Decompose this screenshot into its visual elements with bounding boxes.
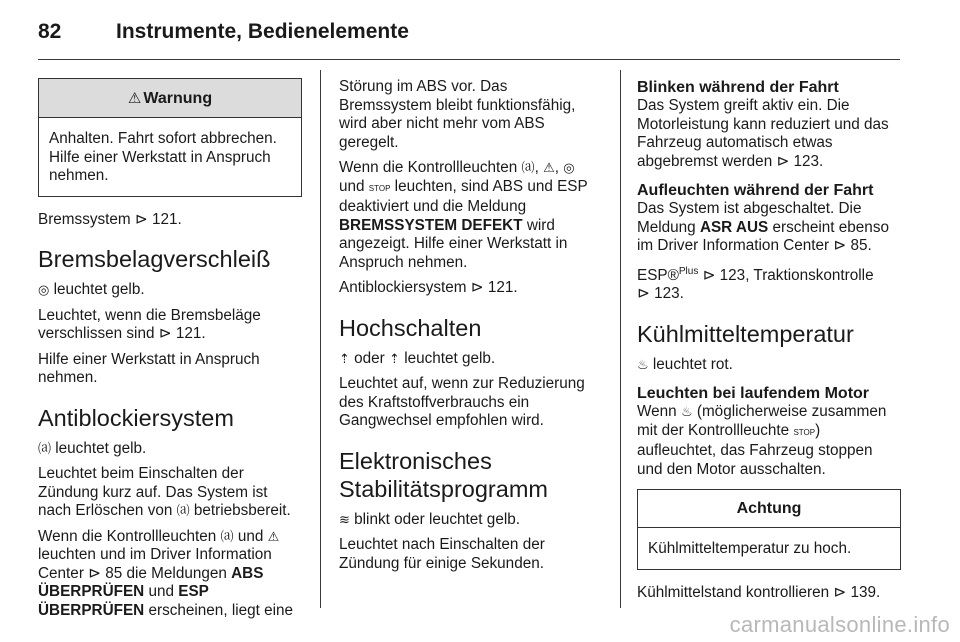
hochschalten-text: Leuchtet auf, wenn zur Reduzierung des Kraftstoffverbrauchs ein Gangwechsel empfohlen wird. bbox=[339, 375, 585, 429]
section-heading-bremsbelag: Bremsbelagverschleiß bbox=[38, 246, 271, 272]
kuehlmittel-indicator-line: ♨ leuchtet rot. bbox=[637, 355, 733, 373]
bremssystem-ref-line: Bremssystem ⊳ 121. bbox=[38, 210, 182, 228]
reference-arrow-icon: ⊳ bbox=[833, 237, 847, 254]
bremsbelag-indicator-line: ◎ leuchtet gelb. bbox=[38, 281, 145, 298]
bremsbelag-hilfe-text: Hilfe einer Werkstatt in Anspruch nehmen. bbox=[38, 350, 260, 386]
reference-arrow-icon: ⊳ bbox=[702, 266, 716, 284]
abs-icon: ⒜ bbox=[38, 440, 52, 456]
kuehlmittelstand-ref-line: Kühlmittelstand kontrollieren ⊳ 139. bbox=[637, 583, 881, 601]
hochschalten-indicator-line: ⇡ oder ⇡ leuchtet gelb. bbox=[339, 349, 496, 367]
reference-arrow-icon: ⊳ bbox=[134, 210, 148, 228]
page-header bbox=[38, 20, 409, 44]
warning-box bbox=[38, 78, 302, 197]
aufleuchten-text: Das System ist abgeschaltet. Die Meldung ASR AUS erscheint ebenso im Driver Information Center ⊳ 85. bbox=[637, 200, 889, 254]
section-heading-hochschalten: Hochschalten bbox=[339, 314, 482, 341]
header-rule bbox=[38, 59, 900, 60]
abs-text-continued: Störung im ABS vor. Das Bremssystem bleibt funktionsfähig, wird aber nicht mehr vom ABS geregelt. bbox=[339, 78, 576, 151]
abs-icon: ⒜ bbox=[220, 528, 234, 544]
brake-wear-icon: ◎ bbox=[563, 160, 575, 175]
abs-text-2: Wenn die Kontrollleuchten ⒜ und ⚠ leuchten und im Driver Information Center ⊳ 85 die Meldungen ABS ÜBERPRÜFEN und ESP ÜBERPRÜFEN erscheinen, liegt eine bbox=[38, 527, 294, 619]
watermark: carmanualsonline.info bbox=[729, 612, 950, 637]
warning-icon: ⚠ bbox=[127, 90, 142, 107]
section-heading-kuehlmittel: Kühlmitteltemperatur bbox=[637, 320, 854, 347]
column-3 bbox=[637, 78, 901, 609]
bremsbelag-text: Leuchtet, wenn die Bremsbeläge verschlissen sind ⊳ 121. bbox=[38, 306, 261, 342]
reference-arrow-icon: ⊳ bbox=[158, 325, 172, 342]
esp-off-icon: ⚠ bbox=[543, 160, 555, 175]
page-number: 82 bbox=[38, 20, 62, 43]
column-divider-2 bbox=[620, 70, 621, 608]
subheading-blinken: Blinken während der Fahrt bbox=[637, 79, 839, 96]
abs-indicator-line: ⒜ leuchtet gelb. bbox=[38, 439, 147, 457]
esp-indicator-line: ≋ blinkt oder leuchtet gelb. bbox=[339, 510, 520, 528]
abs-ref-line: Antiblockiersystem ⊳ 121. bbox=[339, 279, 518, 296]
caution-box-title: Achtung bbox=[638, 490, 900, 528]
subheading-aufleuchten: Aufleuchten während der Fahrt bbox=[637, 182, 874, 199]
esp-text: Leuchtet nach Einschalten der Zündung für einige Sekunden. bbox=[339, 536, 545, 572]
abs-esp-text: Wenn die Kontrollleuchten ⒜, ⚠, ◎ und STOP leuchten, sind ABS und ESP deaktiviert und die Meldung BREMSSYSTEM DEFEKT wird angezeigt. Hilfe einer Werkstatt in Anspruch nehmen. bbox=[339, 159, 588, 271]
stop-icon: STOP bbox=[368, 183, 391, 193]
upshift-icon: ⇡ bbox=[339, 350, 350, 366]
brake-wear-icon: ◎ bbox=[38, 282, 50, 297]
reference-arrow-icon: ⊳ bbox=[776, 152, 790, 170]
caution-box-text: Kühlmitteltemperatur zu hoch. bbox=[648, 540, 852, 558]
warning-box-text: Anhalten. Fahrt sofort abbrechen. Hilfe einer Werkstatt in Anspruch nehmen. bbox=[49, 130, 277, 184]
column-2 bbox=[339, 78, 603, 580]
stop-icon: STOP bbox=[793, 427, 816, 437]
esp-plus-ref-line: ESP®$^{Plus}$ ⊳ 123, Traktionskontrolle ⊳ 123. bbox=[637, 265, 874, 303]
esp-icon: ≋ bbox=[339, 511, 350, 527]
warning-box-title: ⚠ Warnung bbox=[39, 79, 301, 118]
coolant-temperature-icon: ♨ bbox=[680, 404, 693, 420]
column-1 bbox=[38, 78, 302, 627]
esp-off-icon: ⚠ bbox=[267, 528, 280, 544]
caution-box bbox=[637, 489, 901, 570]
page-title: Instrumente, Bedienelemente bbox=[116, 20, 409, 43]
reference-arrow-icon: ⊳ bbox=[833, 583, 847, 601]
section-heading-abs: Antiblockiersystem bbox=[38, 404, 234, 431]
section-heading-esp: Elektronisches Stabilitätsprogramm bbox=[339, 447, 548, 502]
reference-arrow-icon: ⊳ bbox=[470, 279, 484, 296]
laufendem-motor-text: Wenn ♨ (möglicherweise zusammen mit der Kontrollleuchte STOP) aufleuchtet, das Fahrzeug stoppen und den Motor ausschalten. bbox=[637, 403, 887, 478]
coolant-temperature-icon: ♨ bbox=[637, 356, 649, 372]
reference-arrow-icon: ⊳ bbox=[637, 285, 650, 303]
abs-icon: ⒜ bbox=[521, 160, 535, 175]
reference-arrow-icon: ⊳ bbox=[88, 564, 101, 582]
column-divider-1 bbox=[320, 70, 321, 608]
upshift-alt-icon: ⇡ bbox=[389, 350, 400, 366]
abs-text-1: Leuchtet beim Einschalten der Zündung kurz auf. Das System ist nach Erlöschen von ⒜ betriebsbereit. bbox=[38, 465, 291, 519]
subheading-laufendem-motor: Leuchten bei laufendem Motor bbox=[637, 385, 870, 403]
blinken-text: Das System greift aktiv ein. Die Motorleistung kann reduziert und das Fahrzeug automatisch etwas abgebremst werden ⊳ 123. bbox=[637, 97, 889, 170]
abs-icon: ⒜ bbox=[176, 503, 190, 518]
